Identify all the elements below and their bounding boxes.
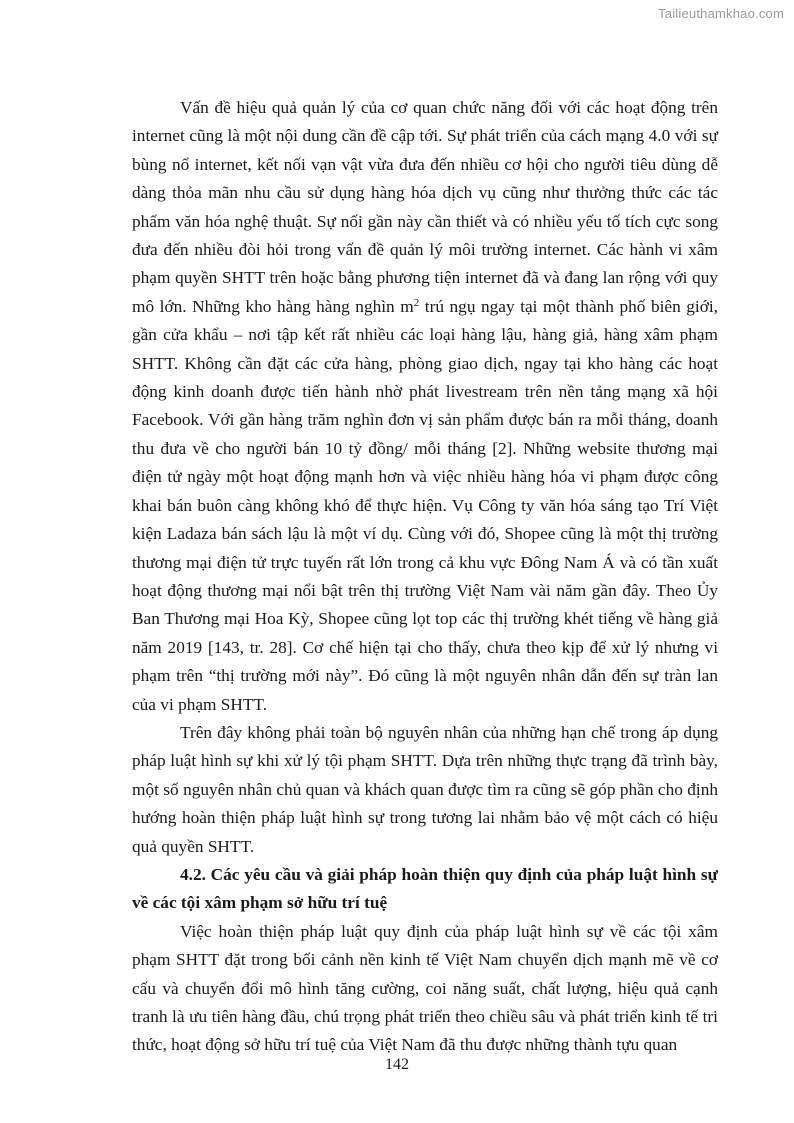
- watermark: Tailieuthamkhao.com: [658, 6, 784, 21]
- section-heading: 4.2. Các yêu cầu và giải pháp hoàn thiện quy định của pháp luật hình sự về các tội xâm phạm sở hữu trí tuệ: [132, 864, 718, 913]
- paragraph-causes-summary: Trên đây không phải toàn bộ nguyên nhân của những hạn chế trong áp dụng pháp luật hình sự khi xử lý tội phạm SHTT. Dựa trên những thực trạng đã trình bày, một số nguyên nhân chủ quan và khách quan được tìm ra cũng sẽ góp phần cho định hướng hoàn thiện pháp luật hình sự trong tương lai nhằm bảo vệ một cách có hiệu quả quyền SHTT.: [132, 722, 718, 856]
- superscript: 2: [413, 296, 420, 309]
- paragraph-text: Vấn đề hiệu quả quản lý của cơ quan chức năng đối với các hoạt động trên internet cũng là một nội dung cần đề cập tới. Sự phát triển của cách mạng 4.0 với sự bùng nổ internet, kết nối vạn vật vừa đưa đến nhiều cơ hội cho người tiêu dùng dễ dàng thỏa mãn nhu cầu sử dụng hàng hóa dịch vụ cũng như thưởng thức các tác phẩm văn hóa nghệ thuật. Sự nối gần này cần thiết và có nhiều yếu tố tích cực song đưa đến nhiều đòi hỏi trong vấn đề quản lý môi trường internet. Các hành vi xâm phạm quyền SHTT trên hoặc bằng phương tiện internet đã và đang lan rộng với quy mô lớn. Những kho hàng hàng nghìn m: [132, 98, 718, 316]
- paragraph-internet-management: [132, 94, 718, 719]
- page-number: 142: [385, 1056, 409, 1073]
- page-body: [132, 94, 718, 1060]
- paragraph-text: trú ngụ ngay tại một thành phố biên giới, gần cửa khẩu – nơi tập kết rất nhiều các loại hàng lậu, hàng giả, hàng xâm phạm SHTT. Không cần đặt các cửa hàng, phòng giao dịch, ngay tại kho hàng các hoạt động kinh doanh được tiến hành nhờ phát livestream trên nền tảng mạng xã hội Facebook. Với gần hàng trăm nghìn đơn vị sản phẩm được bán ra mỗi tháng, doanh thu đưa về cho người bán 10 tỷ đồng/ mỗi tháng [2]. Những website thương mại điện tử ngày một hoạt động mạnh hơn và việc nhiều hàng hóa vi phạm được công khai bán buôn càng không khó để thực hiện. Vụ Công ty văn hóa sáng tạo Trí Việt kiện Ladaza bán sách lậu là một ví dụ. Cùng với đó, Shopee cũng là một thị trường thương mại điện tử trực tuyến rất lớn trong cả khu vực Đông Nam Á và có tần xuất hoạt động thương mại nổi bật trên thị trường Việt Nam vài năm gần đây. Theo Ủy Ban Thương mại Hoa Kỳ, Shopee cũng lọt top các thị trường khét tiếng về hàng giả năm 2019 [143, tr. 28]. Cơ chế hiện tại cho thấy, chưa theo kịp để xử lý nhưng vi phạm trên “thị trường mới này”. Đó cũng là một nguyên nhân dẫn đến sự tràn lan của vi phạm SHTT.: [132, 296, 718, 714]
- paragraph-improvement-context: Việc hoàn thiện pháp luật quy định của pháp luật hình sự về các tội xâm phạm SHTT đặt trong bối cảnh nền kinh tế Việt Nam chuyển dịch mạnh mẽ về cơ cấu và chuyển đổi mô hình tăng cường, coi năng suất, chất lượng, hiệu quả cạnh tranh là ưu tiên hàng đầu, chú trọng phát triển theo chiều sâu và phát triển kinh tế tri thức, hoạt động sở hữu trí tuệ của Việt Nam đã thu được những thành tựu quan: [132, 921, 718, 1055]
